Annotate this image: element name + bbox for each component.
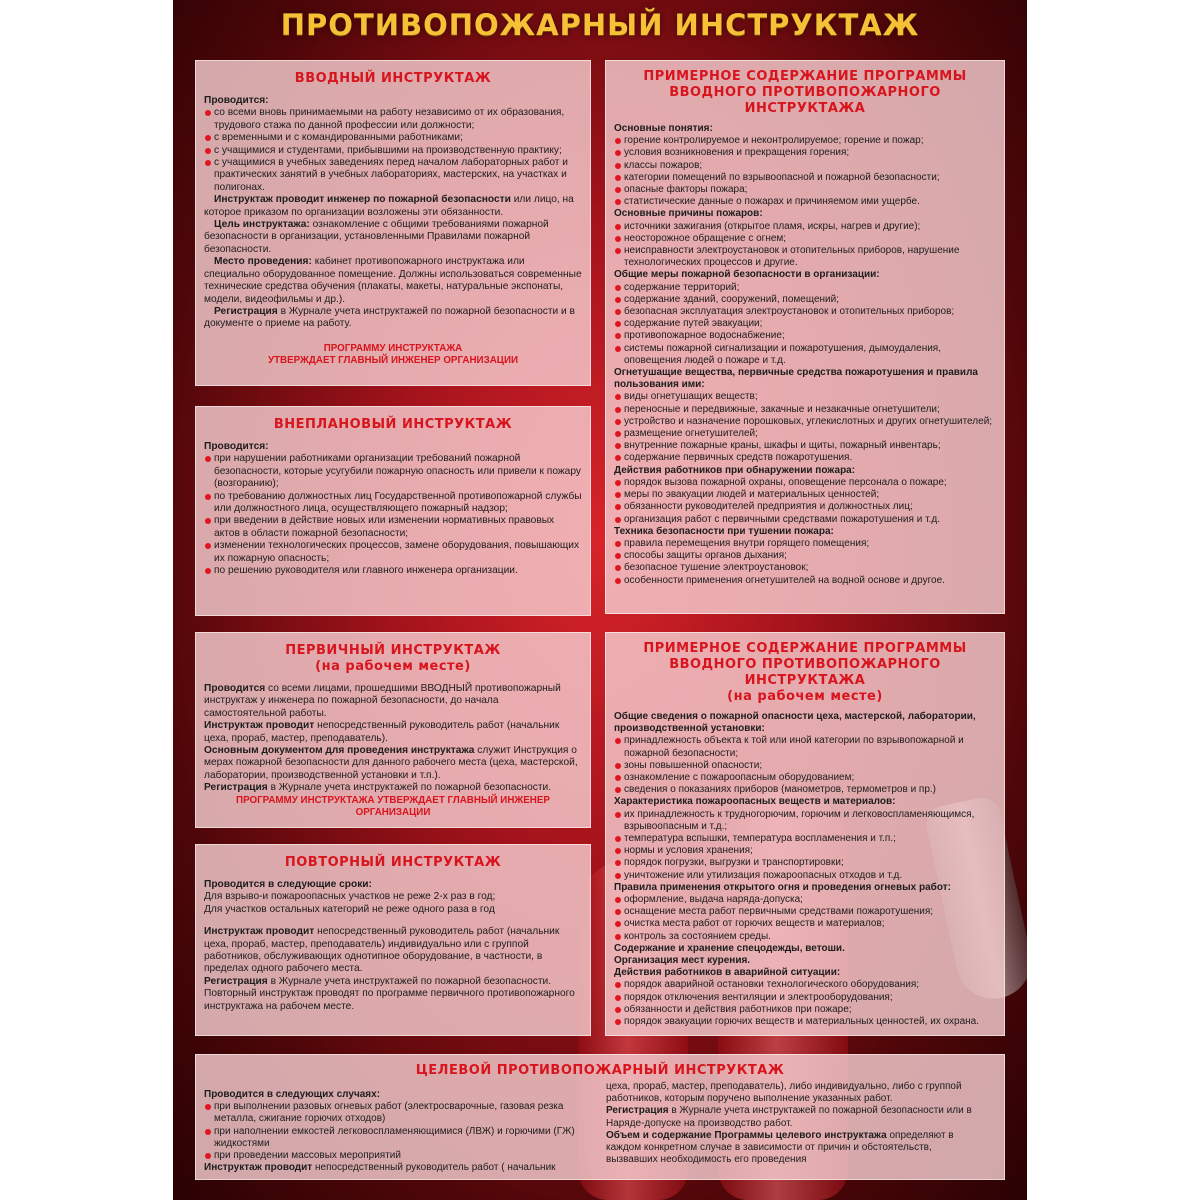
list-item: ознакомление с пожароопасным оборудованием; (614, 772, 996, 784)
targeted-briefing-box (195, 1054, 1005, 1180)
page-title: ПРОТИВОПОЖАРНЫЙ ИНСТРУКТАЖ (280, 8, 920, 42)
list-item: при проведении массовых мероприятий (204, 1150, 580, 1162)
list-item: классы пожаров; (614, 160, 996, 172)
unscheduled-briefing-box (195, 406, 591, 616)
section-title: Техника безопасности при тушении пожара: (614, 525, 834, 537)
list-item: с учащимися и студентами, прибывшими на производственную практику; (204, 145, 582, 157)
approval-note: ПРОГРАММУ ИНСТРУКТАЖА (323, 342, 463, 354)
list-item: опасные факторы пожара; (614, 184, 996, 196)
paragraph: Основным документом для проведения инструктажа служит Инструкция о мерах пожарной безопасности для данного рабочего места (цеха, мастерской, лаборатории, производственной установки и т.п.). (204, 745, 578, 781)
list-item: способы защиты органов дыхания; (614, 550, 996, 562)
targeted-lead: Проводится в следующих случаях: (204, 1089, 381, 1100)
intro-lead: Проводится: (204, 95, 269, 106)
section-title: Основные причины пожаров: (614, 208, 763, 220)
list-item: порядок отключения вентиляции и электрооборудования; (614, 992, 996, 1004)
poster (173, 0, 1027, 1200)
list-item: особенности применения огнетушителей на водной основе и другое. (614, 575, 996, 587)
section-list (614, 135, 996, 208)
list-item: содержание первичных средств пожаротушения. (614, 452, 996, 464)
section-title: Действия работников при обнаружении пожара: (614, 464, 856, 476)
section-title: Общие сведения о пожарной опасности цеха, мастерской, лаборатории, производственной установки: (614, 711, 976, 735)
approval-note: ОРГАНИЗАЦИИ (355, 806, 431, 818)
approval-note: УТВЕРЖДАЕТ ГЛАВНЫЙ ИНЖЕНЕР ОРГАНИЗАЦИИ (267, 354, 519, 366)
section-list (614, 894, 996, 943)
repeat-lead: Проводится в следующие сроки: (204, 879, 372, 890)
section-title: Общие меры пожарной безопасности в организации: (614, 269, 880, 281)
section-list (614, 735, 996, 796)
list-item: с временными и с командированными работниками; (204, 132, 582, 144)
paragraph: Объем и содержание Программы целевого инструктажа определяют в каждом конкретном случае в зависимости от причин и обстоятельств, вызвавших необходимость его проведения (606, 1129, 954, 1166)
approval-note: ПРОГРАММУ ИНСТРУКТАЖА УТВЕРЖДАЕТ ГЛАВНЫЙ ИНЖЕНЕР (236, 794, 550, 806)
list-item: по требованию должностных лиц Государственной противопожарной службы или должностного лица, осуществляющего пожарный надзор; (204, 491, 582, 516)
intro-list (204, 107, 582, 194)
list-item: при наполнении емкостей легковоспламеняющимися (ЛВЖ) и горючими (ГЖ) жидкостями (204, 1126, 580, 1150)
list-item: устройство и назначение порошковых, углекислотных и других огнетушителей; (614, 416, 996, 428)
primary-briefing-box (195, 632, 591, 828)
list-item: принадлежность объекта к той или иной категории по взрывопожарной и пожарной безопасности; (614, 735, 996, 759)
paragraph: Инструктаж проводит инженер по пожарной безопасности или лицо, на которое приказом по организации возложены эти обязанности. (204, 194, 574, 218)
intro-briefing-heading: ВВОДНЫЙ ИНСТРУКТАЖ (294, 71, 492, 86)
paragraph: Место проведения: кабинет противопожарного инструктажа или специально оборудованное помещение. Должны использоваться современные технические средства обучения (плакаты, макеты, натуральные экспонаты, модели, видеофильмы и др.). (204, 256, 582, 305)
repeat-briefing-box (195, 844, 591, 1036)
section-title: Огнетушащие вещества, первичные средства пожаротушения и правила пользования ими: (614, 367, 978, 391)
list-item: контроль за состоянием среды. (614, 931, 996, 943)
list-item: сведения о показаниях приборов (манометров, термометров и пр.) (614, 784, 996, 796)
list-item: безопасная эксплуатация электроустановок и отопительных приборов; (614, 306, 996, 318)
list-item: очистка места работ от горючих веществ и материалов; (614, 918, 996, 930)
section-list (614, 477, 996, 526)
section-list (614, 282, 996, 367)
section-title: Характеристика пожароопасных веществ и материалов: (614, 796, 896, 808)
paragraph: Регистрация в Журнале учета инструктажей по пожарной безопасности и в документе о приеме на работу. (204, 305, 575, 330)
list-item: безопасное тушение электроустановок; (614, 562, 996, 574)
paragraph: Регистрация в Журнале учета инструктажей по пожарной безопасности. (204, 975, 552, 987)
section-title: Организация мест курения. (614, 955, 751, 967)
targeted-briefing-heading: ЦЕЛЕВОЙ ПРОТИВОПОЖАРНЫЙ ИНСТРУКТАЖ (415, 1063, 785, 1078)
section-title: Действия работников в аварийной ситуации: (614, 967, 841, 979)
targeted-right-column (606, 1081, 982, 1166)
list-item: организация работ с первичными средствами пожаротушения и т.д. (614, 514, 996, 526)
list-item: обязанности руководителей предприятия и должностных лиц; (614, 501, 996, 513)
section-title: Основные понятия: (614, 123, 713, 134)
paragraph: Регистрация в Журнале учета инструктажей по пожарной безопасности. (204, 782, 552, 794)
list-item: условия возникновения и прекращения горения; (614, 147, 996, 159)
primary-briefing-heading: ПЕРВИЧНЫЙ ИНСТРУКТАЖ (на рабочем месте) (285, 643, 501, 674)
targeted-left-column (204, 1089, 580, 1174)
list-item: меры по эвакуации людей и материальных ценностей; (614, 489, 996, 501)
section-list (614, 979, 996, 1028)
list-item: уничтожение или утилизация пожароопасных отходов и т.д. (614, 870, 996, 882)
repeat-briefing-heading: ПОВТОРНЫЙ ИНСТРУКТАЖ (284, 855, 502, 870)
list-item: нормы и условия хранения; (614, 845, 996, 857)
section-list (614, 221, 996, 270)
list-item: оснащение места работ первичными средствами пожаротушения; (614, 906, 996, 918)
paragraph: Повторный инструктаж проводят по программе первичного противопожарного инструктажа на рабочем месте. (204, 988, 575, 1012)
section-title: Правила применения открытого огня и проведения огневых работ: (614, 881, 951, 893)
list-item: системы пожарной сигнализации и пожаротушения, дымоудаления, оповещения людей о пожаре и т.д. (614, 343, 996, 367)
section-list (614, 809, 996, 882)
list-item: изменении технологических процессов, замене оборудования, повышающих их пожарную опасность; (204, 540, 582, 565)
workplace-program-box (605, 632, 1005, 1036)
section-list (614, 391, 996, 464)
section-list (614, 538, 996, 587)
list-item: порядок эвакуации горючих веществ и материальных ценностей, их охрана. (614, 1016, 996, 1028)
list-item: содержание путей эвакуации; (614, 318, 996, 330)
list-item: при выполнении разовых огневых работ (электросварочные, газовая резка металла, сжигание горючих отходов) (204, 1101, 580, 1125)
list-item: неосторожное обращение с огнем; (614, 233, 996, 245)
list-item: статистические данные о пожарах и причиняемом ими ущербе. (614, 196, 996, 208)
paragraph: Для взрыво-и пожароопасных участков не реже 2-х раз в год; (204, 891, 496, 903)
unscheduled-briefing-heading: ВНЕПЛАНОВЫЙ ИНСТРУКТАЖ (273, 417, 513, 432)
paragraph: Инструктаж проводит непосредственный руководитель работ (начальник цеха, прораб, мастер, преподаватель). (204, 720, 560, 744)
list-item: категории помещений по взрывоопасной и пожарной безопасности; (614, 172, 996, 184)
workplace-program-heading: ПРИМЕРНОЕ СОДЕРЖАНИЕ ПРОГРАММЫ ВВОДНОГО ПРОТИВОПОЖАРНОГО ИНСТРУКТАЖА (на рабочем месте) (643, 641, 967, 704)
list-item: источники зажигания (открытое пламя, искры, нагрев и другие); (614, 221, 996, 233)
unscheduled-lead: Проводится: (204, 441, 269, 452)
list-item: размещение огнетушителей; (614, 428, 996, 440)
list-item: по решению руководителя или главного инженера организации. (204, 565, 582, 577)
list-item: противопожарное водоснабжение; (614, 330, 996, 342)
paragraph: цеха, прораб, мастер, преподаватель), либо индивидуально, либо с группой работников, которым поручено выполнение указанных работ. (606, 1081, 962, 1105)
list-item: со всеми вновь принимаемыми на работу независимо от их образования, трудового стажа по данной профессии или должности; (204, 107, 582, 132)
targeted-list (204, 1101, 580, 1162)
list-item: при введении в действие новых или изменении нормативных правовых актов в области пожарной безопасности; (204, 515, 582, 540)
list-item: оформление, выдача наряда-допуска; (614, 894, 996, 906)
list-item: порядок вызова пожарной охраны, оповещение персонала о пожаре; (614, 477, 996, 489)
list-item: их принадлежность к трудногорючим, горючим и легковоспламеняющимся, взрывоопасным и т.д.; (614, 809, 996, 833)
intro-briefing-box (195, 60, 591, 386)
list-item: переносные и передвижные, закачные и незакачные огнетушители; (614, 404, 996, 416)
paragraph: Инструктаж проводит непосредственный руководитель работ (начальник цеха, прораб, мастер, преподаватель) индивидуально или с группой работников, обслуживающих однотипное оборудование, в частности, в пределах одного рабочего места. (204, 926, 560, 975)
list-item: горение контролируемое и неконтролируемое; горение и пожар; (614, 135, 996, 147)
list-item: содержание территорий; (614, 282, 996, 294)
unscheduled-list (204, 453, 582, 577)
list-item: зоны повышенной опасности; (614, 760, 996, 772)
intro-program-box (605, 60, 1005, 614)
paragraph: Проводится со всеми лицами, прошедшими ВВОДНЫЙ противопожарный инструктаж у инженера по пожарной безопасности, до начала самостоятельной работы. (204, 683, 561, 719)
list-item: при нарушении работниками организации требований пожарной безопасности, которые усугубили пожарную опасность или привели к пожару (возгоранию); (204, 453, 582, 490)
paragraph: Цель инструктажа: ознакомление с общими требованиями пожарной безопасности в организации, установленными Правилами пожарной безопасности. (204, 219, 549, 255)
list-item: виды огнетушащих веществ; (614, 391, 996, 403)
list-item: обязанности и действия работников при пожаре; (614, 1004, 996, 1016)
list-item: содержание зданий, сооружений, помещений; (614, 294, 996, 306)
paragraph: Инструктаж проводит непосредственный руководитель работ ( начальник (204, 1162, 556, 1174)
list-item: неисправности электроустановок и отопительных приборов, нарушение технологических процессов и другие. (614, 245, 996, 269)
intro-program-heading: ПРИМЕРНОЕ СОДЕРЖАНИЕ ПРОГРАММЫ ВВОДНОГО ПРОТИВОПОЖАРНОГО ИНСТРУКТАЖА (643, 69, 967, 116)
paragraph: Для участков остальных категорий не реже одного раза в год (204, 903, 495, 915)
list-item: порядок аварийной остановки технологического оборудования; (614, 979, 996, 991)
list-item: порядок погрузки, выгрузки и транспортировки; (614, 857, 996, 869)
list-item: правила перемещения внутри горящего помещения; (614, 538, 996, 550)
list-item: внутренние пожарные краны, шкафы и щиты, пожарный инвентарь; (614, 440, 996, 452)
list-item: температура вспышки, температура воспламенения и т.п.; (614, 833, 996, 845)
list-item: с учащимися в учебных заведениях перед началом лабораторных работ и практических занятий в учебных лабораториях, мастерских, на участках и полигонах. (204, 157, 582, 194)
paragraph: Регистрация в Журнале учета инструктажей по пожарной безопасности или в Наряде-допуске на производство работ. (606, 1105, 972, 1129)
section-title: Содержание и хранение спецодежды, ветоши. (614, 942, 845, 954)
